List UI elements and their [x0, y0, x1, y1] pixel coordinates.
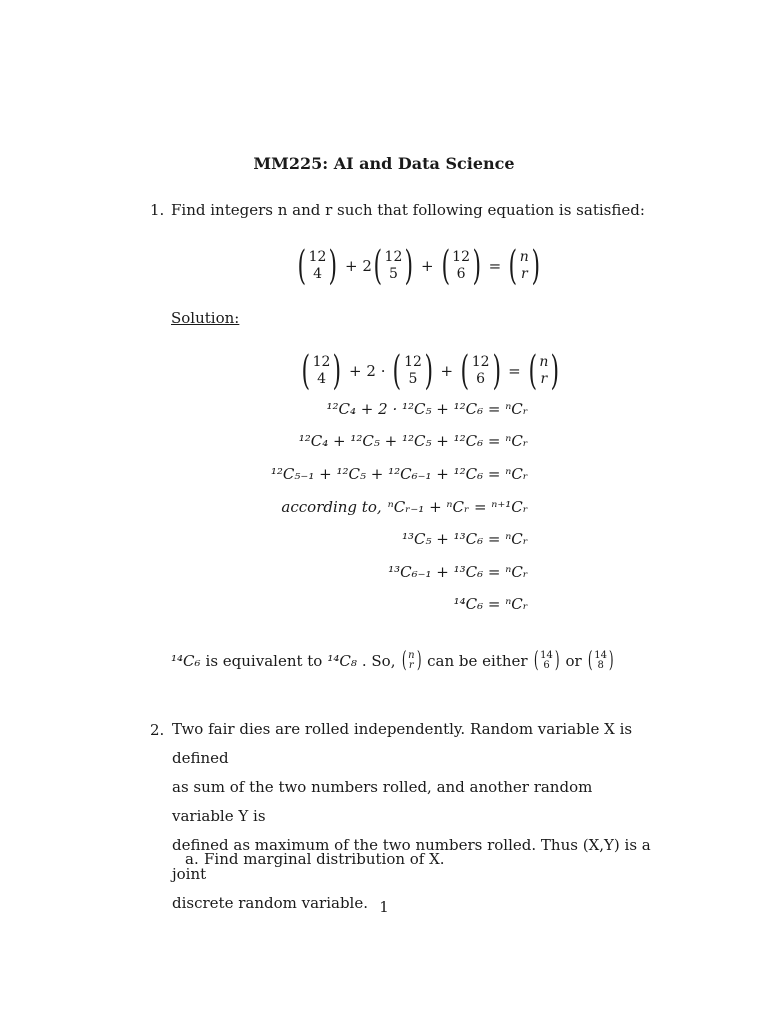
- question-2-number: 2.: [150, 721, 165, 739]
- solution-step-5: [281, 498, 528, 516]
- solution-step-7: ¹³C₆₋₁ + ¹³C₆ = ⁿCᵣ: [388, 563, 528, 581]
- binomial: ( n r ): [508, 243, 540, 289]
- question-1-number: 1.: [150, 201, 165, 219]
- question-2-text: [172, 715, 652, 918]
- solution-step-1: ( 12 4 ) + 2 · ( 12 5 ) + ( 12 6 ) = ( n r ): [301, 348, 560, 394]
- question-2-line: Two fair dies are rolled independently. Random variable X is defined: [172, 720, 633, 767]
- page-number: 1: [379, 898, 389, 916]
- document-title: MM225: AI and Data Science: [253, 154, 515, 173]
- solution-step-4: ¹²C₅₋₁ + ¹²C₅ + ¹²C₆₋₁ + ¹²C₆ = ⁿCᵣ: [270, 465, 528, 483]
- binomial: ( 12 4 ): [297, 243, 338, 289]
- question-2a-text: Find marginal distribution of X.: [204, 850, 445, 868]
- solution-step-8: ¹⁴C₆ = ⁿCᵣ: [453, 595, 528, 613]
- question-1-text: Find integers n and r such that following equation is satisfied:: [171, 201, 645, 219]
- step-5-prefix: according to,: [281, 498, 382, 516]
- solution-label: Solution:: [171, 309, 240, 327]
- question-2-line: defined as maximum of the two numbers rolled. Thus (X,Y) is a joint: [172, 836, 651, 883]
- solution-step-3: ¹²C₄ + ¹²C₅ + ¹²C₅ + ¹²C₆ = ⁿCᵣ: [298, 432, 528, 450]
- solution-step-6: ¹³C₅ + ¹³C₆ = ⁿCᵣ: [401, 530, 528, 548]
- binomial: ( 12 6 ): [441, 243, 482, 289]
- question-2-line: as sum of the two numbers rolled, and another random variable Y is: [172, 778, 593, 825]
- solution-step-2: ¹²C₄ + 2 · ¹²C₅ + ¹²C₆ = ⁿCᵣ: [326, 400, 528, 418]
- question-2-line: discrete random variable.: [172, 894, 368, 912]
- question-2a-label: a.: [185, 850, 199, 868]
- question-1-equation: ( 12 4 ) + 2 ( 12 5 ) + ( 12 6 ) = ( n r ): [297, 243, 540, 289]
- solution-conclusion: ¹⁴C₆ is equivalent to ¹⁴C₈ . So, ( n r ) can be either ( 14 6 ) or ( 14 8 ): [171, 648, 614, 673]
- step-5-formula: ⁿCᵣ₋₁ + ⁿCᵣ = ⁿ⁺¹Cᵣ: [387, 498, 528, 516]
- binomial: ( 12 5 ): [373, 243, 414, 289]
